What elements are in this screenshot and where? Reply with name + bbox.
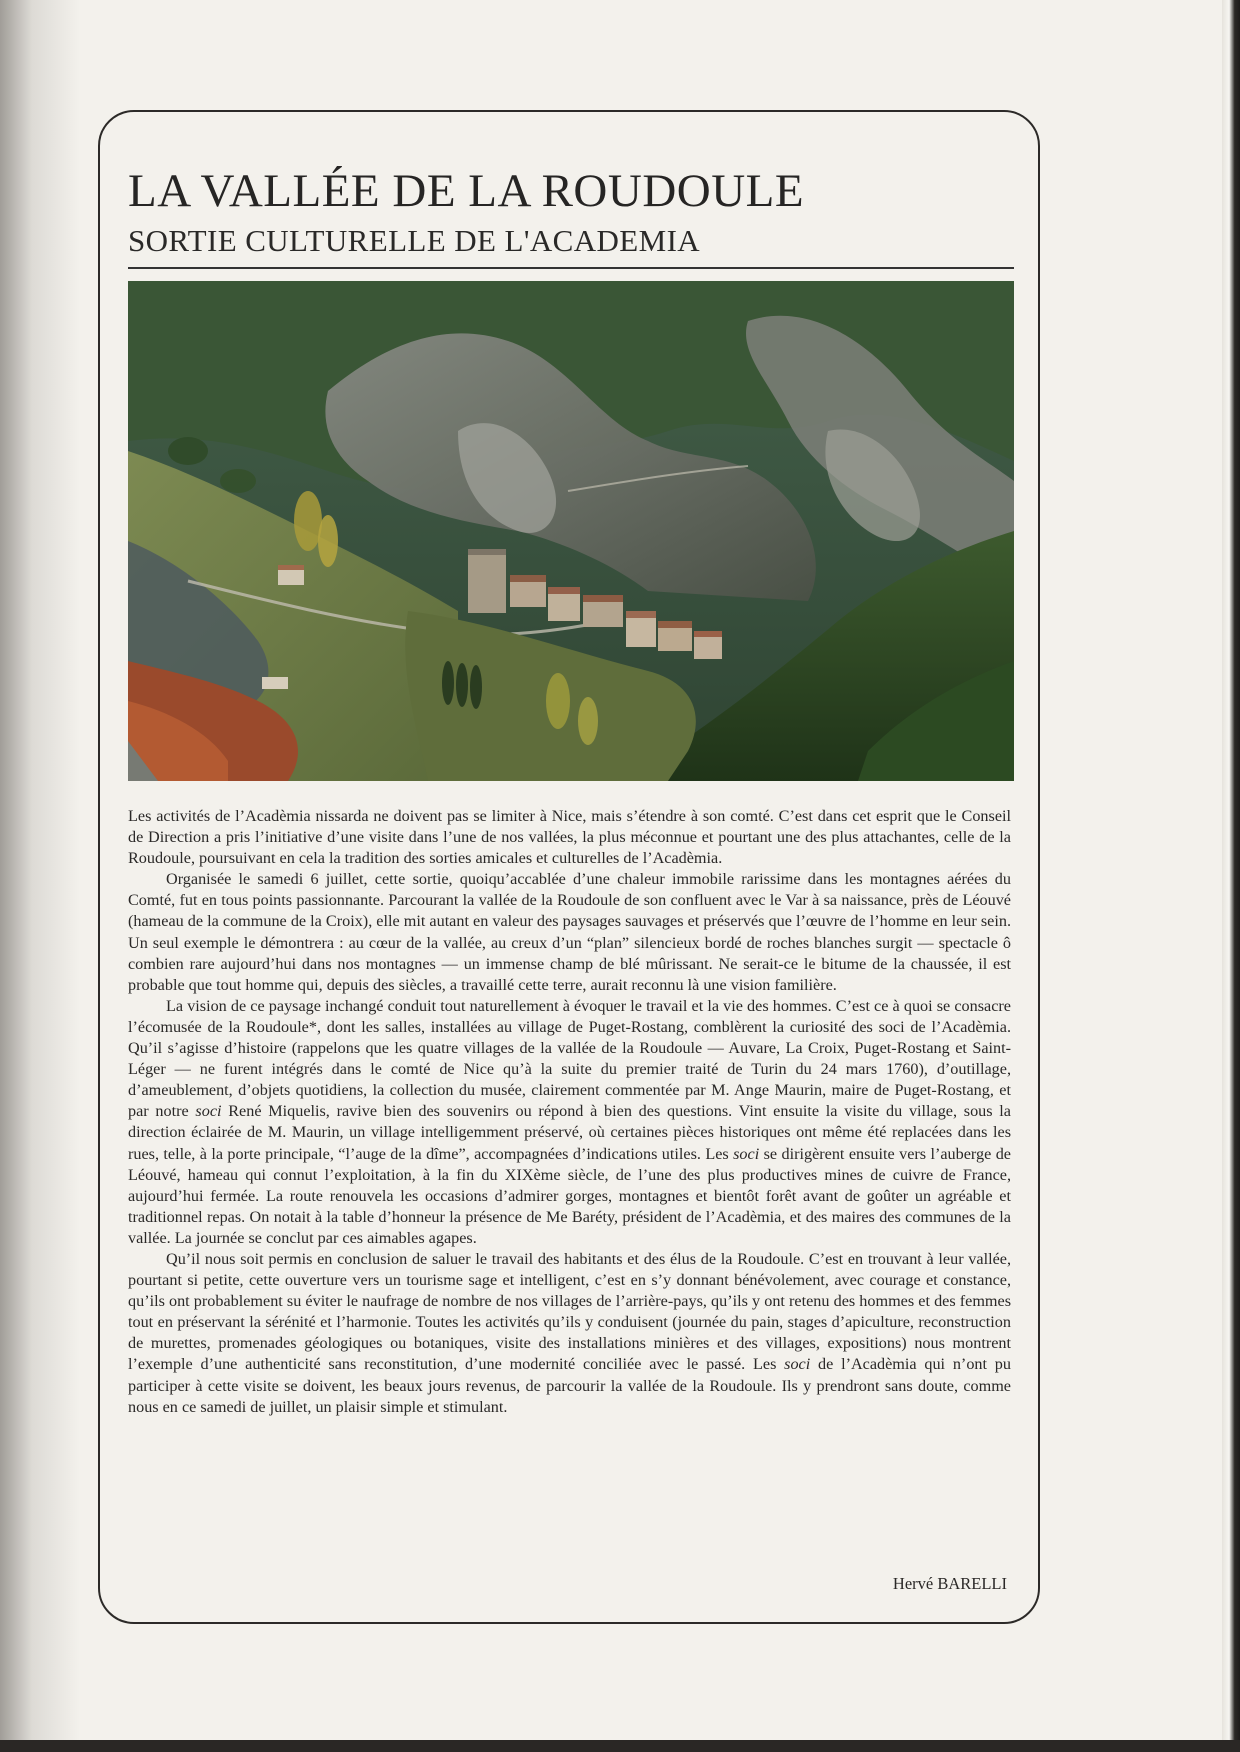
paragraph-text: René Miquelis, ravive bien des souvenirs ou répond à bien des questions. Vint ensuite la visite du village, sous la direction éclairée de M. Maurin, un village intelligemment préservé, où certaines pièces historiques ont même été replacées dans les rues, telle, à la porte principale, “l’auge de la dîme”, accompagnées d’indications utiles. Les [128,1102,1011,1163]
paragraph-text: Les activités de l’Acadèmia nissarda ne doivent pas se limiter à Nice, mais s’étendre à son comté. C’est dans cet esprit que le Conseil de Direction a pris l’initiative d’une visite dans l’une de nos vallées, la plus méconnue et pourtant une des plus attachantes, celle de la Roudoule, poursuivant en cela la tradition des sorties amicales et culturelles de l’Acadèmia. [128,807,1011,868]
article-paragraph [128,806,1011,869]
scan-bottom-edge [0,1740,1240,1752]
article-paragraph [128,1249,1011,1418]
italic-term: soci [733,1144,760,1163]
title-rule [128,267,1014,269]
paragraph-text: se dirigèrent ensuite vers l’auberge de Léouvé, hameau qui connut l’exploitation, à la fin du XIXème siècle, de l’une des plus productives mines de cuivre de France, aujourd’hui fermée. La route renouvela les occasions d’admirer gorges, montagnes et bientôt forêt avant de goûter un agréable et traditionnel repas. On notait à la table d’honneur la présence de Me Baréty, président de l’Acadèmia, et des maires des communes de la vallée. La journée se conclut par ces aimables agapes. [128,1144,1011,1247]
paragraph-text: Organisée le samedi 6 juillet, cette sortie, quoiqu’accablée d’une chaleur immobile rarissime dans les montagnes aérées du Comté, fut en tous points passionnante. Parcourant la vallée de la Roudoule de son confluent avec le Var à sa naissance, près de Léouvé (hameau de la commune de la Croix), elle mit autant en valeur des paysages sauvages et préservés que l’œuvre de l’homme en leur sein. Un seul exemple le démontrera : au cœur de la vallée, au creux d’un “plan” silencieux bordé de roches blanches surgit — spectacle ô combien rare aujourd’hui dans nos montagnes — un immense champ de blé mûrissant. Ne serait-ce le bitume de la chaussée, il est probable que tout homme qui, depuis des siècles, a travaillé cette terre, aurait reconnu là une vision familière. [128,870,1011,994]
page-edge [1222,0,1240,1752]
spine-shadow [0,0,80,1742]
article-body [128,806,1011,1418]
paragraph-text: de l’Acadèmia qui n’ont pu participer à cette visite se doivent, les beaux jours revenus, de parcourir la vallée de la Roudoule. Ils y prendront sans doute, comme nous en ce samedi de juillet, un plaisir simple et stimulant. [128,1355,1011,1416]
italic-term: soci [195,1102,222,1121]
paragraph-text: La vision de ce paysage inchangé conduit tout naturellement à évoquer le travail et la vie des hommes. C’est ce à quoi se consacre l’écomusée de la Roudoule*, dont les salles, installées au village de Puget-Rostang, comblèrent la curiosité des soci de l’Acadèmia. Qu’il s’agisse d’histoire (rappelons que les quatre villages de la vallée de la Roudoule — Auvare, La Croix, Puget-Rostang et Saint-Léger — ne furent intégrés dans le comté de Nice qu’à la suite du premier traité de Turin du 24 mars 1760), d’outillage, d’ameublement, d’objets quotidiens, la collection du musée, clairement commentée par M. Ange Maurin, maire de Puget-Rostang, et par notre [128,996,1011,1121]
paragraph-text: Qu’il nous soit permis en conclusion de saluer le travail des habitants et des élus de la Roudoule. C’est en trouvant à leur vallée, pourtant si petite, cette ouverture vers un tourisme sage et intelligent, c’est en s’y donnant bénévolement, avec courage et constance, qu’ils ont probablement su éviter le naufrage de nombre de nos villages de l’arrière-pays, qu’ils y ont retenu des hommes et des femmes tout en préservant la sérénité et l’harmonie. Toutes les activités qu’ils y conduisent (journée du pain, stages d’apiculture, reconstruction de murettes, promenades géologiques ou botaniques, visite des installations minières et des villages, expositions) nous montrent l’exemple d’une authenticité sans reconstitution, d’une modernité conciliée avec le passé. Les [128,1249,1011,1374]
valley-photo [128,281,1014,781]
article-paragraph [128,996,1011,1249]
article-subtitle: SORTIE CULTURELLE DE L'ACADEMIA [128,223,701,258]
italic-term: soci [784,1355,811,1374]
article-title: LA VALLÉE DE LA ROUDOULE [128,165,805,217]
article-paragraph [128,869,1011,996]
author-signature: Hervé BARELLI [892,1574,1007,1593]
